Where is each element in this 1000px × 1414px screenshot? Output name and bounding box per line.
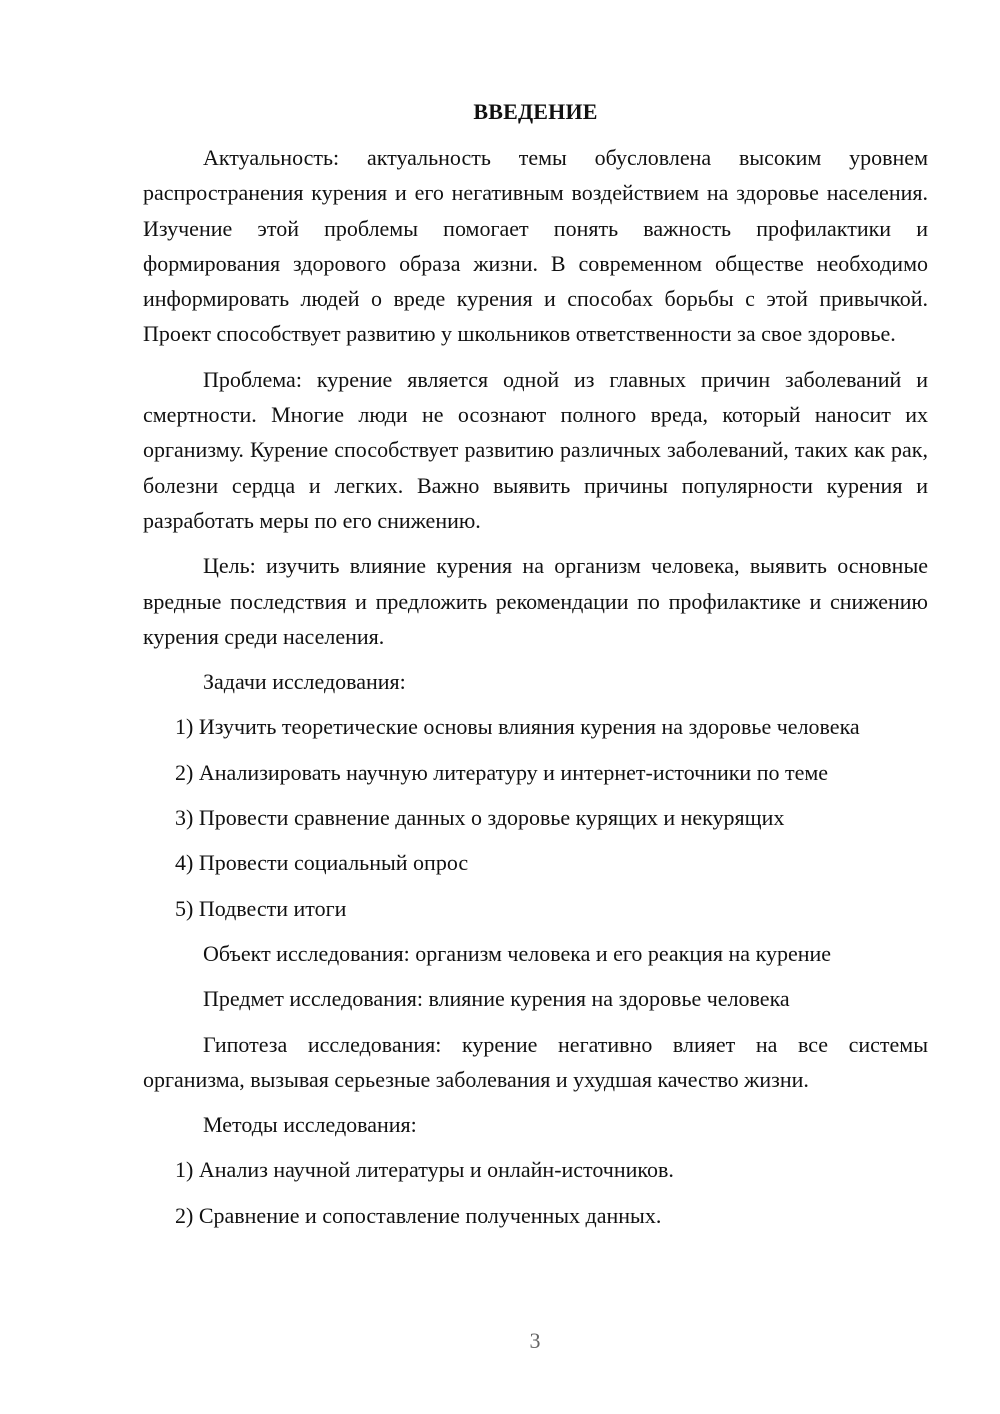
research-object: Объект исследования: организм человека и его реакция на курение — [203, 940, 832, 966]
methods-title: Методы исследования: — [203, 1112, 417, 1138]
method-item: 2) Сравнение и сопоставление полученных данных. — [175, 1202, 662, 1228]
paragraph-goal: Цель: изучить влияние курения на организм человека, выявить основные вредные последствия и предложить рекомендации по профилактике и снижению курения среди населения. — [143, 553, 928, 649]
page-heading: ВВЕДЕНИЕ — [473, 99, 598, 124]
task-item: 2) Анализировать научную литературу и интернет-источники по теме — [175, 759, 829, 785]
paragraph-relevance: Актуальность: актуальность темы обусловлена высоким уровнем распространения курения и его негативным воздействием на здоровье населения. Изучение этой проблемы помогает понять важность профилактики и формирования здорового образа жизни. В современном обществе необходимо информировать людей о вреде курения и способах борьбы с этой привычкой. Проект способствует развитию у школьников ответственности за свое здоровье. — [143, 145, 928, 347]
research-hypothesis: Гипотеза исследования: курение негативно влияет на все системы организма, вызывая серьезные заболевания и ухудшая качество жизни. — [143, 1031, 928, 1092]
tasks-title: Задачи исследования: — [203, 669, 406, 695]
research-subject: Предмет исследования: влияние курения на здоровье человека — [203, 986, 790, 1012]
method-item: 1) Анализ научной литературы и онлайн-источников. — [175, 1157, 674, 1183]
task-item: 5) Подвести итоги — [175, 895, 347, 921]
task-item: 1) Изучить теоретические основы влияния курения на здоровье человека — [175, 714, 860, 740]
task-item: 3) Провести сравнение данных о здоровье курящих и некурящих — [175, 805, 785, 831]
page-number: 3 — [529, 1328, 541, 1353]
paragraph-problem: Проблема: курение является одной из главных причин заболеваний и смертности. Многие люди не осознают полного вреда, который наносит их организму. Курение способствует развитию различных заболеваний, таких как рак, болезни сердца и легких. Важно выявить причины популярности курения и разработать меры по его снижению. — [143, 366, 928, 533]
task-item: 4) Провести социальный опрос — [175, 850, 469, 876]
page-content — [143, 94, 928, 1243]
